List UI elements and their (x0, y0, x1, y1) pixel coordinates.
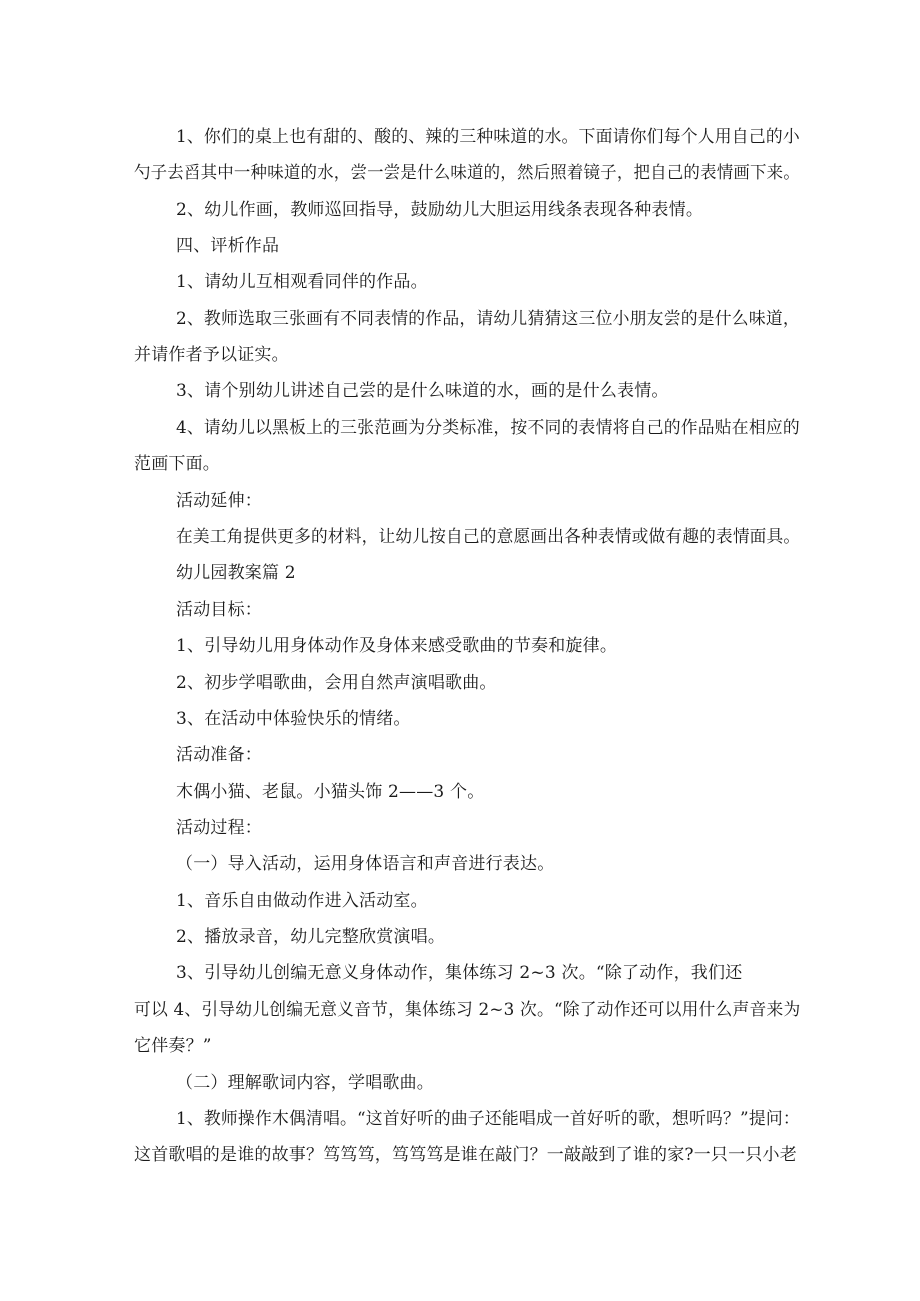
text-line: 1、你们的桌上也有甜的、酸的、辣的三种味道的水。下面请你们每个人用自己的小 (176, 127, 800, 147)
text-line: （二）理解歌词内容，学唱歌曲。 (176, 1073, 434, 1093)
text-line: （一）导入活动，运用身体语言和声音进行表达。 (176, 854, 555, 874)
text-line: 2、初步学唱歌曲，会用自然声演唱歌曲。 (176, 673, 497, 693)
text-line: 1、音乐自由做动作进入活动室。 (176, 891, 428, 911)
text-line: 2、播放录音，幼儿完整欣赏演唱。 (176, 927, 446, 947)
section-heading: 活动延伸： (176, 491, 262, 511)
text-line: 范画下面。 (134, 454, 220, 474)
text-line: 3、在活动中体验快乐的情绪。 (176, 709, 411, 729)
text-line: 并请作者予以证实。 (134, 345, 289, 365)
section-heading: 活动准备： (176, 745, 262, 765)
text-line: 2、幼儿作画，教师巡回指导，鼓励幼儿大胆运用线条表现各种表情。 (176, 200, 704, 220)
text-line: 木偶小猫、老鼠。小猫头饰 2——3 个。 (176, 782, 485, 802)
text-line: 3、引导幼儿创编无意义身体动作，集体练习 2~3 次。“除了动作，我们还 (176, 963, 743, 983)
text-line: 2、教师选取三张画有不同表情的作品，请幼儿猜猜这三位小朋友尝的是什么味道， (176, 309, 800, 329)
section-title: 幼儿园教案篇 2 (176, 563, 296, 583)
text-line: 勺子去舀其中一种味道的水，尝一尝是什么味道的，然后照着镜子，把自己的表情画下来。 (134, 163, 800, 183)
text-line: 4、请幼儿以黑板上的三张范画为分类标准，按不同的表情将自己的作品贴在相应的 (176, 418, 800, 438)
text-line: 它伴奏？” (134, 1036, 212, 1056)
text-line: 1、引导幼儿用身体动作及身体来感受歌曲的节奏和旋律。 (176, 636, 618, 656)
text-line: 可以 4、引导幼儿创编无意义音节，集体练习 2~3 次。“除了动作还可以用什么声音来为 (134, 1000, 801, 1020)
text-line: 在美工角提供更多的材料，让幼儿按自己的意愿画出各种表情或做有趣的表情面具。 (176, 527, 801, 547)
section-heading: 活动过程： (176, 818, 262, 838)
text-line: 3、请个别幼儿讲述自己尝的是什么味道的水，画的是什么表情。 (176, 381, 669, 401)
text-line: 1、教师操作木偶清唱。“这首好听的曲子还能唱成一首好听的歌，想听吗？”提问： (176, 1109, 800, 1129)
text-line: 1、请幼儿互相观看同伴的作品。 (176, 272, 428, 292)
text-line: 这首歌唱的是谁的故事？笃笃笃，笃笃笃是谁在敲门？一敲敲到了谁的家?一只一只小老 (134, 1145, 797, 1165)
section-heading: 活动目标： (176, 600, 262, 620)
section-heading: 四、评析作品 (176, 236, 280, 256)
